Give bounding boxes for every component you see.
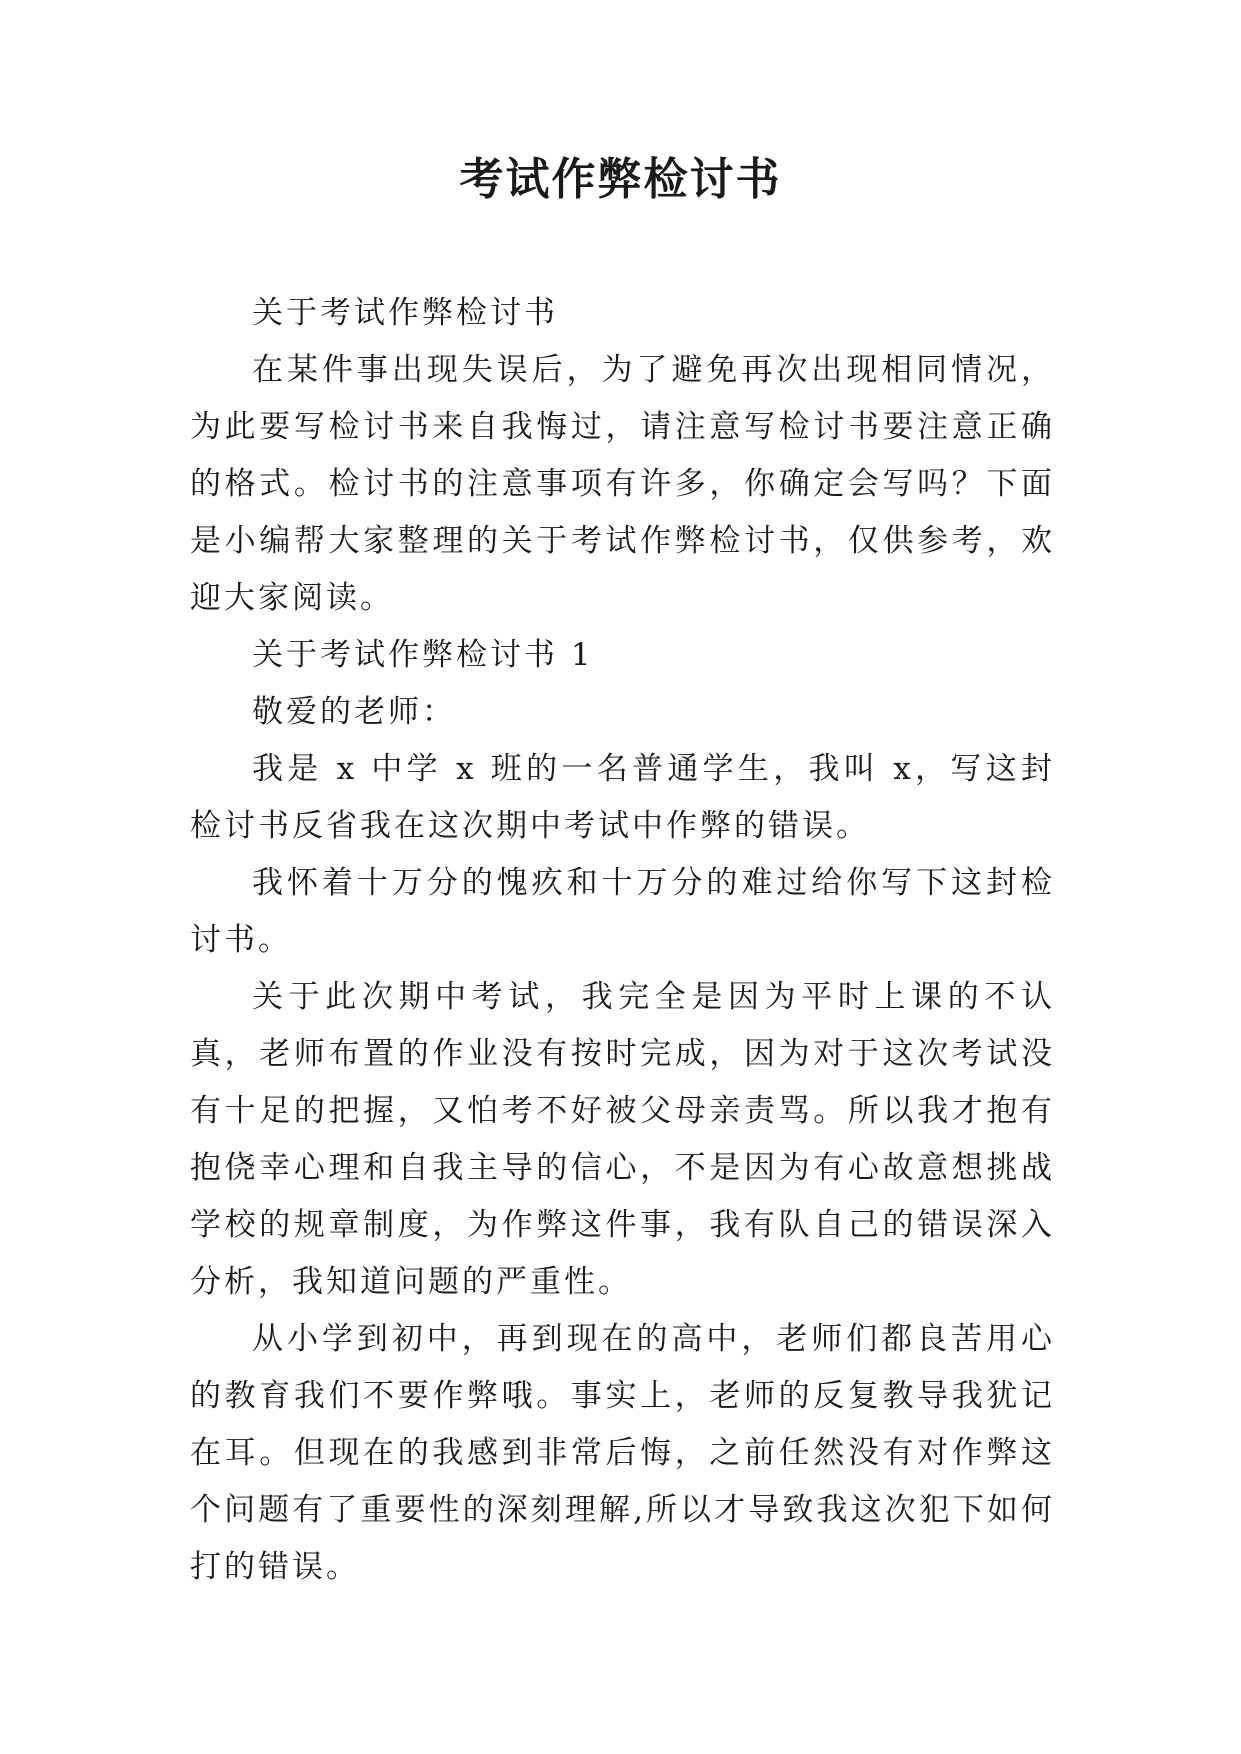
paragraph-self-introduction: 我是 x 中学 x 班的一名普通学生，我叫 x，写这封检讨书反省我在这次期中考试中作弊的错误。 (190, 751, 1055, 844)
paragraph-apology: 我怀着十万分的愧疚和十万分的难过给你写下这封检讨书。 (190, 865, 1055, 958)
paragraph-salutation: 敬爱的老师： (252, 694, 456, 730)
paragraph-reasons: 关于此次期中考试，我完全是因为平时上课的不认真，老师布置的作业没有按时完成，因为对于这次考试没有十足的把握，又怕考不好被父母亲责骂。所以我才抱有抱侥幸心理和自我主导的信心，不是因为有心故意想挑战学校的规章制度，为作弊这件事，我有队自己的错误深入分析，我知道问题的严重性。 (190, 979, 1055, 1300)
document-title: 考试作弊检讨书 (459, 154, 782, 205)
paragraph-heading: 关于考试作弊检讨书 (252, 295, 558, 331)
paragraph-intro: 在某件事出现失误后，为了避免再次出现相同情况，为此要写检讨书来自我悔过，请注意写检讨书要注意正确的格式。检讨书的注意事项有许多，你确定会写吗？下面是小编帮大家整理的关于考试作弊检讨书，仅供参考，欢迎大家阅读。 (190, 352, 1055, 616)
document-body (190, 285, 1055, 1596)
paragraph-reflection: 从小学到初中，再到现在的高中，老师们都良苦用心的教育我们不要作弊哦。事实上，老师的反复教导我犹记在耳。但现在的我感到非常后悔，之前任然没有对作弊这个问题有了重要性的深刻理解,所以才导致我这次犯下如何打的错误。 (190, 1321, 1055, 1585)
paragraph-section-title: 关于考试作弊检讨书 1 (252, 637, 594, 673)
